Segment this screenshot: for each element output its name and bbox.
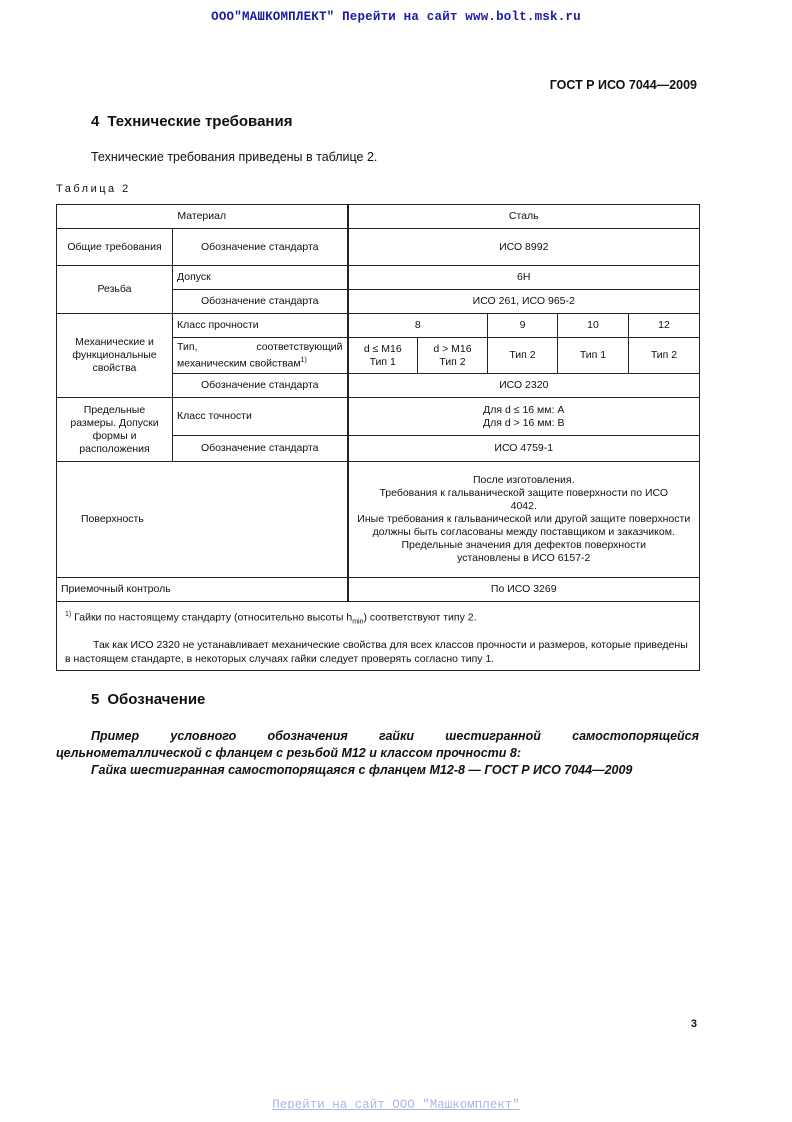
accuracy-class-label: Класс точности	[173, 398, 348, 436]
table-row	[57, 398, 700, 436]
tolerances-std-value: ИСО 4759-1	[348, 436, 700, 462]
mechanical-std-label: Обозначение стандарта	[173, 374, 348, 398]
thread-tolerance-value: 6H	[348, 266, 700, 290]
page-number: 3	[690, 1018, 697, 1030]
section-5-title: Обозначение	[107, 691, 206, 708]
material-header: Материал	[57, 205, 348, 229]
acceptance-value: По ИСО 3269	[348, 578, 700, 602]
bottom-site-link[interactable]: Перейти на сайт ООО "Машкомплект"	[272, 1098, 520, 1112]
designation-text: Гайка шестигранная самостопорящаяся с фланцем M12-8 — ГОСТ Р ИСО 7044—2009	[91, 763, 633, 777]
gost-reference-header: ГОСТ Р ИСО 7044—2009	[549, 78, 697, 92]
section-5-number: 5	[91, 691, 100, 708]
footnote-text-before: Гайки по настоящему стандарту (относительно высоты h	[74, 611, 353, 624]
table-note: Так как ИСО 2320 не устанавливает механические свойства для всех классов прочности и размеров, которые приведены в настоящем стандарте, в некоторых случаях гайки следует проверять согласно типу 1.	[65, 638, 688, 665]
accuracy-line-2: Для d > 16 мм: B	[482, 416, 565, 429]
requirements-table	[56, 204, 700, 671]
table-notes	[57, 602, 700, 671]
tolerances-group: Предельные размеры. Допуски формы и расположения	[57, 398, 173, 462]
footnote-text-after: ) соответствуют типу 2.	[363, 611, 477, 624]
type-label-footnote-marker: 1)	[300, 356, 307, 364]
table-row	[57, 462, 700, 578]
type-label	[173, 338, 348, 374]
table-label: Таблица 2	[56, 183, 131, 195]
section-4-heading	[91, 113, 292, 130]
general-std-value: ИСО 8992	[348, 229, 700, 266]
table-row	[57, 266, 700, 290]
section-4-intro: Технические требования приведены в таблице 2.	[91, 150, 378, 164]
surface-line-3: Иные требования к гальванической или другой защите поверхности должны быть согласованы между поставщиком и заказчиком.	[357, 513, 691, 538]
type-9: Тип 2	[488, 338, 558, 374]
footnote-subscript: min	[352, 618, 364, 626]
type-label-text: Тип, соответствующий механическим свойствам	[177, 340, 343, 370]
surface-line-2: Требования к гальванической защите поверхности по ИСО 4042.	[379, 487, 669, 512]
mechanical-group: Механические и функциональные свойства	[57, 314, 173, 398]
type-8-large-size: d > M16	[433, 342, 472, 355]
type-8-small-size: d ≤ M16	[363, 342, 402, 355]
surface-group: Поверхность	[57, 462, 348, 578]
table-row	[57, 578, 700, 602]
example-text: Пример условного обозначения гайки шестигранной самостопорящейся цельнометаллической с фланцем с резьбой M12 и классом прочности 8:	[56, 729, 699, 760]
strength-class-label: Класс прочности	[173, 314, 348, 338]
surface-value	[348, 462, 700, 578]
accuracy-class-value	[348, 398, 700, 436]
top-site-link[interactable]: ООО"МАШКОМПЛЕКТ" Перейти на сайт www.bolt.msk.ru	[211, 10, 581, 24]
strength-class-8: 8	[348, 314, 488, 338]
mechanical-std-value: ИСО 2320	[348, 374, 700, 398]
type-10: Тип 1	[558, 338, 629, 374]
tolerances-std-label: Обозначение стандарта	[173, 436, 348, 462]
strength-class-10: 10	[558, 314, 629, 338]
type-8-small	[348, 338, 418, 374]
designation-example	[56, 728, 699, 779]
type-8-large	[418, 338, 488, 374]
thread-tolerance-label: Допуск	[173, 266, 348, 290]
section-5-heading	[91, 691, 205, 708]
table-row	[57, 229, 700, 266]
thread-std-value: ИСО 261, ИСО 965-2	[348, 290, 700, 314]
table-row	[57, 314, 700, 338]
footnote	[65, 608, 691, 630]
steel-header: Сталь	[348, 205, 700, 229]
type-8-large-type: Тип 2	[439, 355, 466, 368]
general-std-label: Обозначение стандарта	[173, 229, 348, 266]
section-4-number: 4	[91, 113, 100, 130]
strength-class-9: 9	[488, 314, 558, 338]
thread-group: Резьба	[57, 266, 173, 314]
acceptance-label: Приемочный контроль	[57, 578, 348, 602]
accuracy-line-1: Для d ≤ 16 мм: A	[483, 403, 565, 416]
section-4-title: Технические требования	[107, 113, 293, 130]
strength-class-12: 12	[629, 314, 700, 338]
type-12: Тип 2	[629, 338, 700, 374]
table-notes-row	[57, 602, 700, 671]
type-8-small-type: Тип 1	[369, 355, 396, 368]
general-requirements-group: Общие требования	[57, 229, 173, 266]
surface-line-1: После изготовления.	[472, 474, 575, 486]
surface-line-4: Предельные значения для дефектов поверхности установлены в ИСО 6157-2	[401, 539, 646, 564]
thread-std-label: Обозначение стандарта	[173, 290, 348, 314]
table-header-row	[57, 205, 700, 229]
footnote-marker: 1)	[65, 611, 72, 618]
